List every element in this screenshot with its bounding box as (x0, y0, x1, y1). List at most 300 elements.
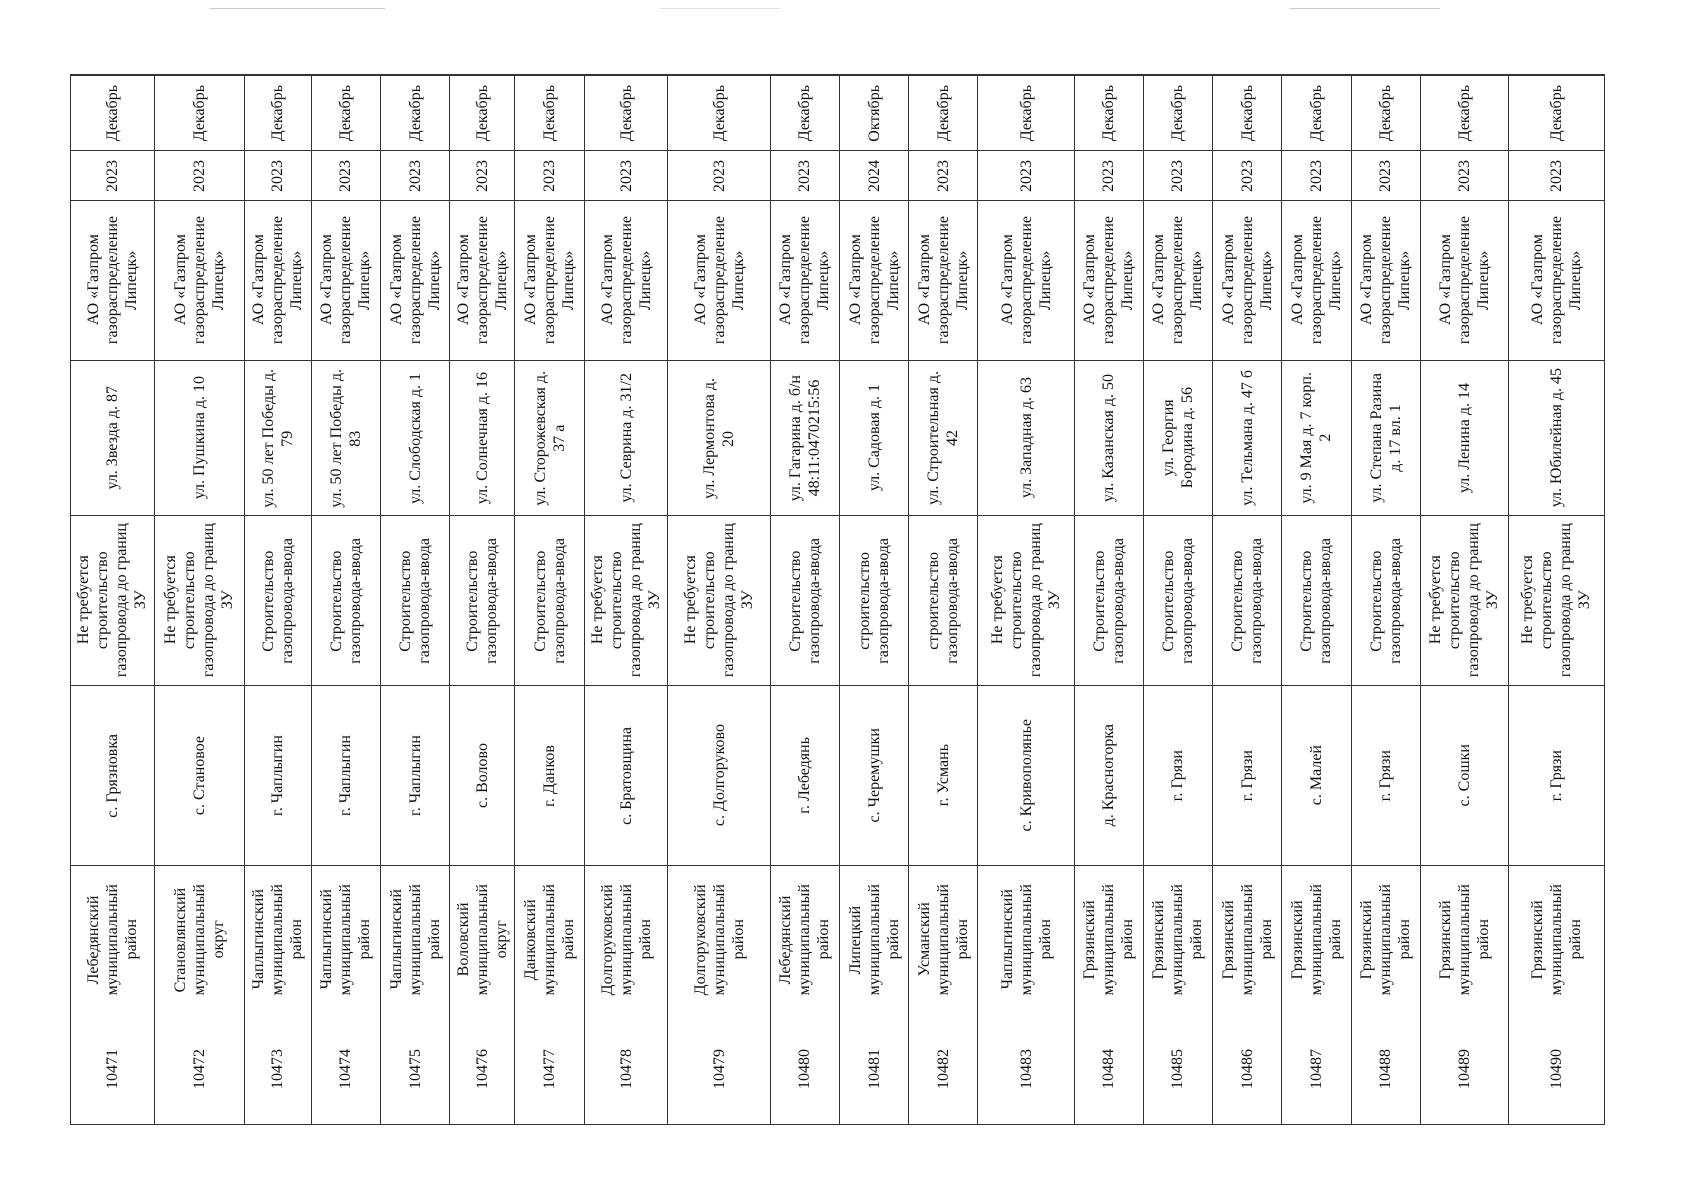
month-cell-text: Декабрь (541, 84, 559, 142)
table-row-cells (71, 75, 154, 1124)
work-type-cell (978, 515, 1073, 685)
district-cell-text: Грязинский муниципальный район (1288, 884, 1344, 996)
row-number-cell-text: 10489 (1455, 1049, 1473, 1089)
row-number-cell-text: 10485 (1169, 1049, 1187, 1089)
table-row-cells (978, 75, 1073, 1124)
settlement-cell (771, 685, 839, 865)
row-number-cell-text: 10481 (865, 1049, 883, 1089)
work-type-cell-text: Строительство газопровода-ввода (1367, 537, 1404, 664)
settlement-cell-text: с. Грязновка (103, 733, 121, 818)
organization-cell (1075, 200, 1143, 360)
work-type-cell-text: Строительство газопровода-ввода (531, 537, 568, 664)
row-number-cell (1282, 1014, 1350, 1124)
address-cell (71, 360, 154, 515)
row-number-cell (1075, 1014, 1143, 1124)
organization-cell (668, 200, 769, 360)
table-row-cells (1144, 75, 1212, 1124)
address-cell-text: ул. Георгия Бородина д. 56 (1159, 387, 1196, 489)
organization-cell (1282, 200, 1350, 360)
organization-cell-text: АО «Газпром газораспределение Липецк» (1528, 216, 1584, 345)
table-row (584, 75, 668, 1125)
work-type-cell-text: Строительство газопровода-ввода (464, 537, 501, 664)
table-row (244, 75, 311, 1125)
table-row-cells (771, 75, 839, 1124)
year-cell (1421, 150, 1508, 200)
work-type-cell (1352, 515, 1420, 685)
settlement-cell-text: г. Чаплыгин (337, 734, 355, 817)
settlement-cell (1352, 685, 1420, 865)
district-cell-text: Долгоруковский муниципальный район (598, 884, 654, 996)
district-cell (245, 865, 311, 1014)
month-cell (1144, 75, 1212, 150)
year-cell (1509, 150, 1604, 200)
organization-cell (1421, 200, 1508, 360)
address-cell-text: ул. Западная д. 63 (1017, 377, 1035, 499)
organization-cell (1352, 200, 1420, 360)
scan-artifact-line (660, 8, 780, 9)
row-number-cell (771, 1014, 839, 1124)
table-row (1420, 75, 1508, 1125)
year-cell-text: 2023 (617, 159, 635, 192)
year-cell (1282, 150, 1350, 200)
address-cell (1213, 360, 1281, 515)
month-cell-text: Декабрь (269, 84, 287, 142)
work-type-cell-text: строительство газопровода-ввода (925, 537, 962, 664)
month-cell (312, 75, 380, 150)
settlement-cell-text: д. Красногорка (1100, 724, 1118, 827)
year-cell-text: 2023 (1100, 159, 1118, 192)
row-number-cell-text: 10475 (406, 1049, 424, 1089)
address-cell (1075, 360, 1143, 515)
month-cell (585, 75, 668, 150)
work-type-cell-text: Строительство газопровода-ввода (1159, 537, 1196, 664)
organization-cell-text: АО «Газпром газораспределение Липецк» (1436, 216, 1492, 345)
work-type-cell (312, 515, 380, 685)
settlement-cell-text: с. Сошки (1455, 744, 1473, 807)
address-cell-text: ул. Сторожевская д. 37 а (531, 370, 568, 506)
year-cell (978, 150, 1073, 200)
year-cell-text: 2023 (1307, 159, 1325, 192)
table-row-cells (909, 75, 977, 1124)
organization-cell (840, 200, 908, 360)
table-row-cells (312, 75, 380, 1124)
table-row (770, 75, 839, 1125)
organization-cell (381, 200, 449, 360)
settlement-cell (155, 685, 244, 865)
row-number-cell-text: 10486 (1238, 1049, 1256, 1089)
row-number-cell (585, 1014, 668, 1124)
month-cell-text: Декабрь (934, 84, 952, 142)
year-cell-text: 2023 (190, 159, 208, 192)
settlement-cell (1075, 685, 1143, 865)
district-cell (381, 865, 449, 1014)
address-cell (668, 360, 769, 515)
district-cell (515, 865, 583, 1014)
work-type-cell (840, 515, 908, 685)
row-number-cell-text: 10474 (337, 1049, 355, 1089)
table-row (154, 75, 244, 1125)
table-row-cells (381, 75, 449, 1124)
organization-cell-text: АО «Газпром газораспределение Липецк» (84, 216, 140, 345)
table-row (71, 75, 155, 1125)
work-type-cell-text: Строительство газопровода-ввода (1298, 537, 1335, 664)
month-cell-text: Октябрь (865, 84, 883, 142)
settlement-cell-text: с. Малей (1307, 745, 1325, 806)
district-cell-text: Чаплыгинский муниципальный район (387, 884, 443, 996)
table-row (381, 75, 450, 1125)
work-type-cell (1144, 515, 1212, 685)
organization-cell (450, 200, 514, 360)
month-cell-text: Декабрь (473, 84, 491, 142)
work-type-cell-text: Строительство газопровода-ввода (1229, 537, 1266, 664)
settlement-cell (381, 685, 449, 865)
row-number-cell (1213, 1014, 1281, 1124)
settlement-cell (1144, 685, 1212, 865)
address-cell (155, 360, 244, 515)
work-type-cell-text: Не требуется строительство газопровода до границ ЗУ (682, 523, 757, 678)
month-cell (1421, 75, 1508, 150)
organization-cell-text: АО «Газпром газораспределение Липецк» (522, 216, 578, 345)
district-cell-text: Грязинский муниципальный район (1528, 884, 1584, 996)
settlement-cell (450, 685, 514, 865)
settlement-cell (1213, 685, 1281, 865)
row-number-cell-text: 10483 (1017, 1049, 1035, 1089)
year-cell (71, 150, 154, 200)
settlement-cell (840, 685, 908, 865)
work-type-cell (1282, 515, 1350, 685)
address-cell (450, 360, 514, 515)
work-type-cell-text: Строительство газопровода-ввода (259, 537, 296, 664)
address-cell (1352, 360, 1420, 515)
row-number-cell-text: 10479 (710, 1049, 728, 1089)
organization-cell (312, 200, 380, 360)
settlement-cell (71, 685, 154, 865)
work-type-cell-text: Не требуется строительство газопровода до границ ЗУ (75, 523, 150, 678)
organization-cell-text: АО «Газпром газораспределение Липецк» (1358, 216, 1414, 345)
address-cell-text: ул. 50 лет Победы д. 83 (327, 368, 364, 508)
work-type-cell-text: Строительство газопровода-ввода (397, 537, 434, 664)
settlement-cell (312, 685, 380, 865)
settlement-cell-text: г. Лебедянь (796, 737, 814, 814)
table-row (909, 75, 978, 1125)
work-type-cell-text: Строительство газопровода-ввода (1090, 537, 1127, 664)
organization-cell-text: АО «Газпром газораспределение Липецк» (598, 216, 654, 345)
table-row (839, 75, 908, 1125)
district-cell (840, 865, 908, 1014)
table-row-cells (1509, 75, 1604, 1124)
organization-cell (585, 200, 668, 360)
row-number-cell-text: 10480 (796, 1049, 814, 1089)
month-cell (1213, 75, 1281, 150)
table-row (1143, 75, 1212, 1125)
district-cell-text: Воловский муниципальный округ (454, 884, 510, 996)
month-cell-text: Декабрь (1377, 84, 1395, 142)
year-cell-text: 2023 (269, 159, 287, 192)
row-number-cell (668, 1014, 769, 1124)
district-cell-text: Чаплыгинский муниципальный район (318, 884, 374, 996)
row-number-cell-text: 10473 (269, 1049, 287, 1089)
address-cell-text: ул. Тельмана д. 47 б (1238, 370, 1256, 506)
address-cell (312, 360, 380, 515)
table-row (1282, 75, 1351, 1125)
work-type-cell (771, 515, 839, 685)
row-number-cell-text: 10487 (1307, 1049, 1325, 1089)
row-number-cell (312, 1014, 380, 1124)
organization-cell-text: АО «Газпром газораспределение Липецк» (1288, 216, 1344, 345)
settlement-cell (978, 685, 1073, 865)
scan-artifact-line (1290, 8, 1440, 9)
work-type-cell (668, 515, 769, 685)
organization-cell (155, 200, 244, 360)
month-cell (245, 75, 311, 150)
row-number-cell (1352, 1014, 1420, 1124)
year-cell-text: 2023 (1017, 159, 1035, 192)
month-cell-text: Декабрь (1307, 84, 1325, 142)
settlement-cell (245, 685, 311, 865)
address-cell (978, 360, 1073, 515)
settlement-cell (1509, 685, 1604, 865)
address-cell-text: ул. 9 Мая д. 7 корп. 2 (1298, 372, 1335, 504)
year-cell (1213, 150, 1281, 200)
work-type-cell-text: Не требуется строительство газопровода до границ ЗУ (589, 523, 664, 678)
district-cell (1144, 865, 1212, 1014)
work-type-cell (245, 515, 311, 685)
table-row-cells (155, 75, 244, 1124)
organization-cell (1509, 200, 1604, 360)
organization-cell-text: АО «Газпром газораспределение Липецк» (691, 216, 747, 345)
organization-cell (71, 200, 154, 360)
table-row-cells (245, 75, 311, 1124)
address-cell (771, 360, 839, 515)
address-cell-text: ул. Юбилейная д. 45 (1547, 368, 1565, 508)
settlement-cell-text: с. Братовщина (617, 726, 635, 825)
table-row (1213, 75, 1282, 1125)
organization-cell-text: АО «Газпром газораспределение Липецк» (387, 216, 443, 345)
row-number-cell (381, 1014, 449, 1124)
table-row-cells (1421, 75, 1508, 1124)
district-cell (585, 865, 668, 1014)
table-row (311, 75, 380, 1125)
table-row (668, 75, 770, 1125)
work-type-cell (1075, 515, 1143, 685)
address-cell (909, 360, 977, 515)
settlement-cell-text: с. Волово (473, 743, 491, 808)
settlement-cell-text: с. Долгоруково (710, 724, 728, 827)
district-cell-text: Грязинский муниципальный район (1436, 884, 1492, 996)
year-cell-text: 2023 (796, 159, 814, 192)
month-cell-text: Декабрь (796, 84, 814, 142)
year-cell-text: 2023 (1377, 159, 1395, 192)
organization-cell-text: АО «Газпром газораспределение Липецк» (1081, 216, 1137, 345)
row-number-cell (1421, 1014, 1508, 1124)
settlement-cell (1421, 685, 1508, 865)
district-cell (312, 865, 380, 1014)
address-cell-text: ул. Гагарина д. б/н 48:11:0470215:56 (786, 374, 823, 502)
settlement-cell-text: г. Грязи (1169, 749, 1187, 802)
address-cell (381, 360, 449, 515)
row-number-cell (840, 1014, 908, 1124)
address-cell-text: ул. Севрина д. 31/2 (617, 373, 635, 503)
work-type-cell (381, 515, 449, 685)
year-cell (1352, 150, 1420, 200)
settlement-cell (1282, 685, 1350, 865)
district-cell (771, 865, 839, 1014)
address-cell (245, 360, 311, 515)
district-cell-text: Грязинский муниципальный район (1219, 884, 1275, 996)
address-cell-text: ул. Казанская д. 50 (1100, 373, 1118, 503)
work-type-cell (1421, 515, 1508, 685)
month-cell (771, 75, 839, 150)
table-row-cells (450, 75, 514, 1124)
table-row (1351, 75, 1420, 1125)
month-cell-text: Декабрь (1017, 84, 1035, 142)
month-cell-text: Декабрь (190, 84, 208, 142)
month-cell (155, 75, 244, 150)
table-row (515, 75, 584, 1125)
district-cell (1352, 865, 1420, 1014)
work-type-cell-text: Не требуется строительство газопровода до границ ЗУ (989, 523, 1064, 678)
year-cell (1144, 150, 1212, 200)
year-cell (450, 150, 514, 200)
row-number-cell-text: 10484 (1100, 1049, 1118, 1089)
address-cell-text: ул. Садовая д. 1 (865, 384, 883, 492)
work-type-cell-text: Не требуется строительство газопровода до границ ЗУ (1427, 523, 1502, 678)
month-cell (1075, 75, 1143, 150)
organization-cell-text: АО «Газпром газораспределение Липецк» (318, 216, 374, 345)
year-cell-text: 2023 (406, 159, 424, 192)
year-cell-text: 2024 (865, 159, 883, 192)
address-cell (1421, 360, 1508, 515)
address-cell-text: ул. Строительная д. 42 (925, 370, 962, 506)
district-cell-text: Становлянский муниципальный округ (171, 884, 227, 996)
row-number-cell-text: 10471 (103, 1049, 121, 1089)
month-cell (515, 75, 583, 150)
address-cell-text: ул. Ленина д. 14 (1455, 382, 1473, 494)
row-number-cell (909, 1014, 977, 1124)
work-type-cell (1509, 515, 1604, 685)
table-row (1508, 75, 1604, 1125)
settlement-cell-text: с. Становое (190, 735, 208, 816)
table-body (71, 75, 1605, 1125)
address-cell (515, 360, 583, 515)
year-cell (668, 150, 769, 200)
month-cell (1282, 75, 1350, 150)
month-cell-text: Декабрь (1455, 84, 1473, 142)
row-number-cell-text: 10482 (934, 1049, 952, 1089)
organization-cell-text: АО «Газпром газораспределение Липецк» (454, 216, 510, 345)
address-cell-text: ул. Слободская д. 1 (406, 372, 424, 504)
year-cell (312, 150, 380, 200)
organization-cell (245, 200, 311, 360)
district-cell (978, 865, 1073, 1014)
year-cell-text: 2023 (473, 159, 491, 192)
work-type-cell-text: строительство газопровода-ввода (856, 537, 893, 664)
organization-cell (1213, 200, 1281, 360)
table-row-cells (1213, 75, 1281, 1124)
month-cell-text: Декабрь (337, 84, 355, 142)
district-cell-text: Чаплыгинский муниципальный район (998, 884, 1054, 996)
year-cell-text: 2023 (934, 159, 952, 192)
year-cell (840, 150, 908, 200)
work-type-cell (155, 515, 244, 685)
table-row (450, 75, 515, 1125)
district-cell (1421, 865, 1508, 1014)
scan-artifact-line (210, 8, 385, 9)
table-row-cells (585, 75, 668, 1124)
year-cell (771, 150, 839, 200)
organization-cell (978, 200, 1073, 360)
row-number-cell-text: 10472 (190, 1049, 208, 1089)
month-cell (668, 75, 769, 150)
district-cell (1075, 865, 1143, 1014)
district-cell-text: Лебедянский муниципальный район (777, 884, 833, 996)
month-cell (909, 75, 977, 150)
settlement-cell-text: г. Грязи (1377, 749, 1395, 802)
month-cell-text: Декабрь (617, 84, 635, 142)
month-cell (450, 75, 514, 150)
month-cell (1509, 75, 1604, 150)
year-cell-text: 2023 (1547, 159, 1565, 192)
organization-cell-text: АО «Газпром газораспределение Липецк» (915, 216, 971, 345)
table-row-cells (840, 75, 908, 1124)
district-cell-text: Грязинский муниципальный район (1081, 884, 1137, 996)
work-type-cell (909, 515, 977, 685)
address-cell (1509, 360, 1604, 515)
work-type-cell-text: Строительство газопровода-ввода (786, 537, 823, 664)
table-row-cells (1282, 75, 1350, 1124)
table-row-cells (1352, 75, 1420, 1124)
gas-connection-table (70, 74, 1605, 1125)
organization-cell (515, 200, 583, 360)
district-cell (909, 865, 977, 1014)
organization-cell-text: АО «Газпром газораспределение Липецк» (250, 216, 306, 345)
address-cell (585, 360, 668, 515)
year-cell (585, 150, 668, 200)
year-cell-text: 2023 (1455, 159, 1473, 192)
district-cell (1282, 865, 1350, 1014)
work-type-cell-text: Не требуется строительство газопровода до границ ЗУ (162, 523, 237, 678)
month-cell-text: Декабрь (1100, 84, 1118, 142)
month-cell (840, 75, 908, 150)
address-cell (840, 360, 908, 515)
organization-cell (1144, 200, 1212, 360)
district-cell-text: Лебедянский муниципальный район (84, 884, 140, 996)
district-cell (155, 865, 244, 1014)
year-cell-text: 2023 (103, 159, 121, 192)
table-row (1074, 75, 1143, 1125)
month-cell-text: Декабрь (1238, 84, 1256, 142)
row-number-cell-text: 10478 (617, 1049, 635, 1089)
table-row-cells (668, 75, 769, 1124)
work-type-cell (515, 515, 583, 685)
row-number-cell (515, 1014, 583, 1124)
table-row (978, 75, 1074, 1125)
settlement-cell-text: г. Данков (541, 744, 559, 807)
year-cell-text: 2023 (541, 159, 559, 192)
settlement-cell-text: г. Грязи (1238, 749, 1256, 802)
row-number-cell (1509, 1014, 1604, 1124)
organization-cell-text: АО «Газпром газораспределение Липецк» (846, 216, 902, 345)
year-cell-text: 2023 (710, 159, 728, 192)
month-cell-text: Декабрь (406, 84, 424, 142)
address-cell (1144, 360, 1212, 515)
district-cell-text: Грязинский муниципальный район (1358, 884, 1414, 996)
work-type-cell (450, 515, 514, 685)
settlement-cell-text: г. Чаплыгин (406, 734, 424, 817)
row-number-cell-text: 10488 (1377, 1049, 1395, 1089)
month-cell-text: Декабрь (710, 84, 728, 142)
settlement-cell (668, 685, 769, 865)
